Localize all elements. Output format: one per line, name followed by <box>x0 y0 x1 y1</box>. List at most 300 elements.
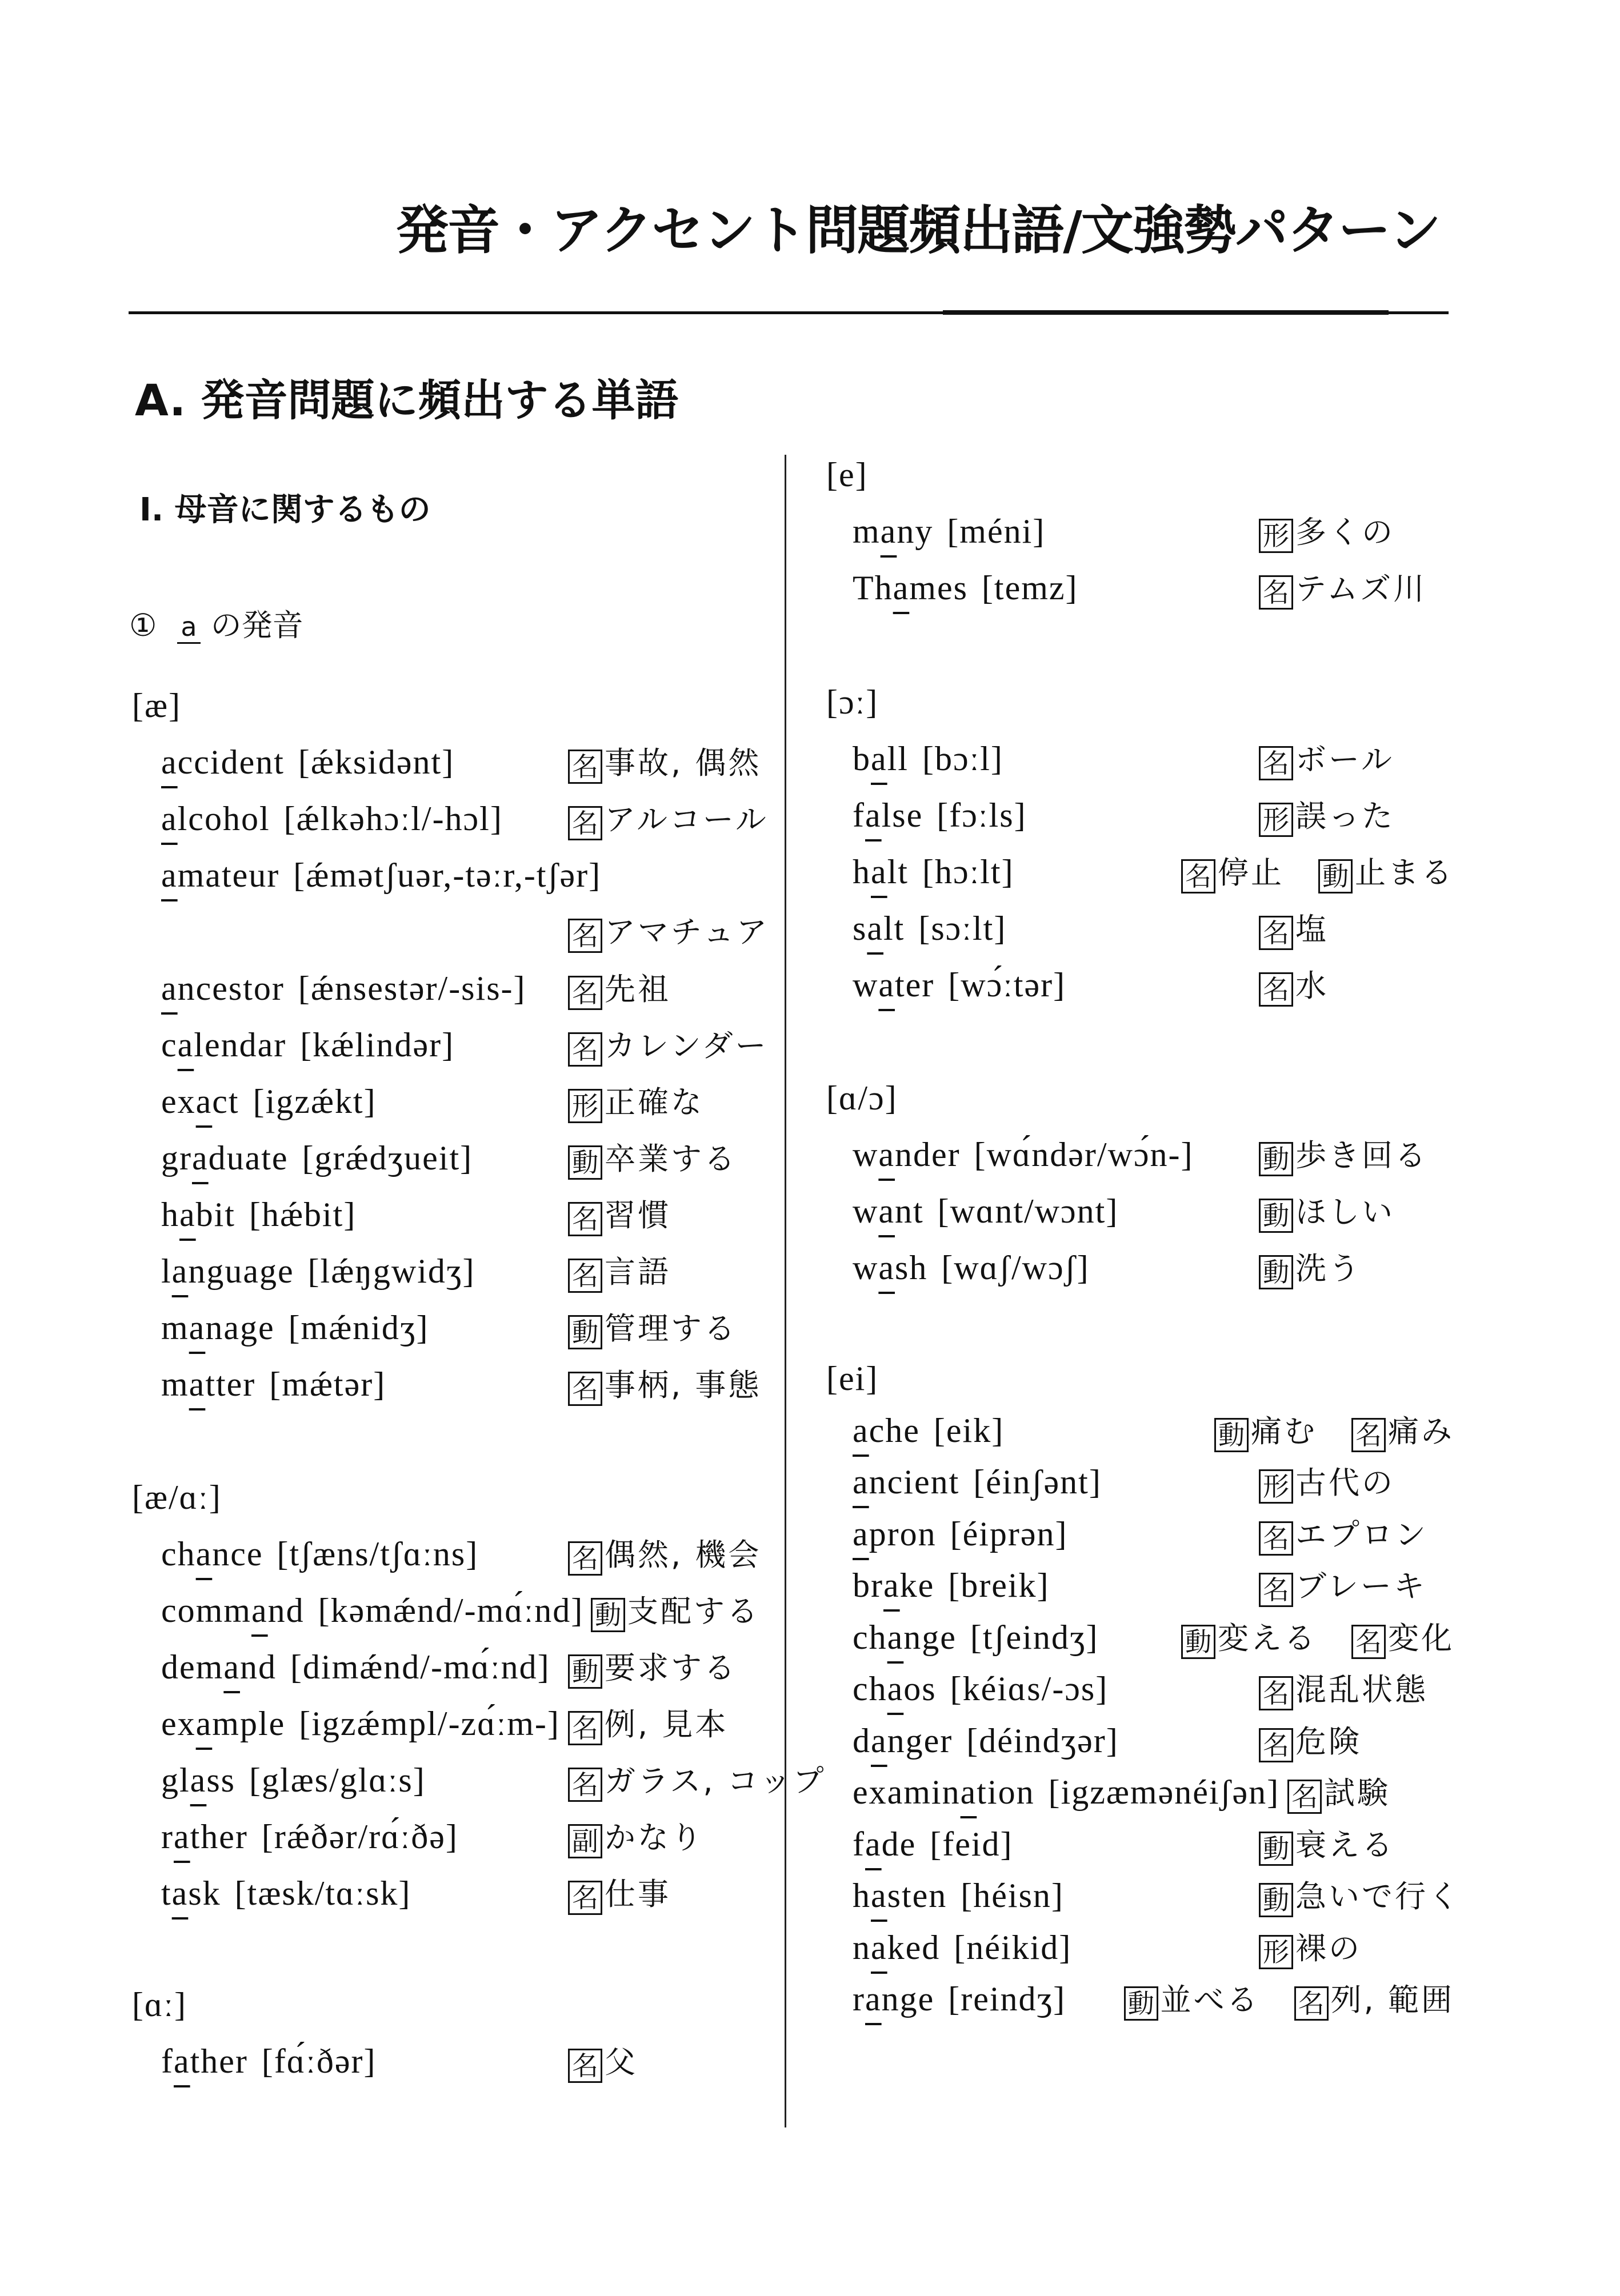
word-suffix: ther <box>190 2042 248 2080</box>
part-of-speech-badge: 名 <box>1259 1521 1293 1556</box>
meaning <box>1259 1509 1428 1561</box>
underlined-letter: a <box>893 569 910 607</box>
part-of-speech-badge: 動 <box>1259 1142 1293 1176</box>
page-title: 発音・アクセント問題頻出語/文強勢パターン <box>395 200 1440 261</box>
phonetic: [fɔːls] <box>937 796 1027 834</box>
word-prefix: ch <box>853 1670 887 1708</box>
part-of-speech-badge: 名 <box>568 806 602 840</box>
group-header: [æ] <box>132 687 181 724</box>
underlined-letter: a <box>853 1463 869 1501</box>
phonetic: [ǽlkəhɔːl/-hɔl] <box>283 800 503 838</box>
phonetic: [grǽdʒueit] <box>302 1139 473 1177</box>
word-and-phonetic <box>853 1922 1251 1974</box>
meaning <box>568 735 761 791</box>
phonetic: [wɑnt/wɔnt] <box>937 1192 1119 1230</box>
phonetic: [igzǽkt] <box>253 1083 377 1120</box>
meaning <box>1351 1613 1454 1665</box>
word-suffix: nge <box>903 1618 957 1656</box>
word-prefix: gl <box>161 1761 190 1799</box>
meaning <box>568 1187 671 1244</box>
meaning-text: 正確な <box>605 1084 704 1120</box>
word-suffix: ccident <box>177 743 285 781</box>
word-and-phonetic <box>853 731 1251 787</box>
phonetic: [héisn] <box>961 1877 1064 1914</box>
underlined-letter: a <box>179 1196 196 1233</box>
meaning <box>1259 1923 1362 1975</box>
meaning <box>568 1526 761 1583</box>
entry-row <box>132 1243 760 1300</box>
part-of-speech-badge: 名 <box>568 1372 602 1406</box>
word-and-phonetic <box>161 1639 560 1696</box>
entry-row <box>132 734 760 791</box>
underlined-letter: a <box>878 966 895 1004</box>
word-suffix: ncient <box>869 1463 960 1501</box>
meaning-text: 父 <box>605 2044 638 2080</box>
right-column-group <box>826 674 1454 1013</box>
meaning <box>1214 1406 1317 1458</box>
part-of-speech-badge: 形 <box>1259 519 1293 553</box>
meaning-text: 混乱状態 <box>1295 1672 1428 1708</box>
word-suffix: ss <box>206 1761 236 1799</box>
word-suffix: ll <box>887 740 909 778</box>
word-suffix: nd <box>267 1592 305 1629</box>
word-and-phonetic <box>853 787 1251 844</box>
word-and-phonetic <box>853 1240 1251 1296</box>
part-of-speech-badge: 名 <box>1259 1676 1293 1710</box>
word-and-phonetic <box>161 734 560 791</box>
headword <box>161 1309 275 1347</box>
meaning-text: ブレーキ <box>1295 1568 1427 1604</box>
meaning-text: 多くの <box>1295 514 1395 550</box>
word-suffix: nguage <box>188 1252 294 1290</box>
underlined-letter: a <box>161 969 178 1007</box>
word-and-phonetic <box>161 1696 560 1752</box>
part-of-speech-badge: 動 <box>1214 1418 1249 1452</box>
meaning-text: 停止 <box>1218 855 1284 891</box>
entry-row <box>826 1127 1454 1183</box>
word-and-phonetic <box>853 1818 1251 1870</box>
part-of-speech-badge: 動 <box>568 1145 602 1180</box>
word-and-phonetic <box>853 1560 1251 1612</box>
headword <box>853 796 923 834</box>
meaning-text: 並べる <box>1160 1982 1260 2018</box>
entry-row <box>826 1240 1454 1296</box>
headword <box>853 1980 934 2018</box>
meaning <box>1259 1820 1395 1872</box>
part-of-speech-badge: 名 <box>1181 859 1215 893</box>
word-suffix: ct <box>212 1083 239 1120</box>
phonetic: [reindʒ] <box>948 1980 1066 2018</box>
phonetic: [mǽtər] <box>269 1365 386 1403</box>
word-and-phonetic <box>161 1130 560 1187</box>
phonetic: [igzæmənéiʃən] <box>1048 1773 1280 1811</box>
entry-row <box>132 1130 760 1187</box>
word-prefix: h <box>853 1877 871 1914</box>
meaning-text: 歩き回る <box>1295 1137 1428 1173</box>
entry-row <box>826 1973 1454 2025</box>
phonetic: [sɔːlt] <box>918 909 1007 947</box>
word-prefix: m <box>161 1365 189 1403</box>
part-of-speech-badge: 形 <box>568 1089 602 1123</box>
underlined-letter: a <box>161 800 178 838</box>
phonetic: [feid] <box>930 1825 1013 1863</box>
headword <box>161 1592 305 1629</box>
word-suffix: nder <box>894 1136 961 1173</box>
word-and-phonetic <box>161 1526 560 1582</box>
phonetic: [lǽŋgwidʒ] <box>307 1252 475 1290</box>
entry-row <box>826 503 1454 560</box>
entry-row <box>826 1456 1454 1508</box>
part-of-speech-badge: 動 <box>591 1598 625 1632</box>
title-rule-accent <box>943 310 1389 315</box>
meaning-text: 洗う <box>1295 1251 1362 1287</box>
headword <box>853 1412 920 1449</box>
entry-row <box>132 2033 760 2090</box>
entry-row <box>826 844 1454 900</box>
headword <box>853 909 905 947</box>
headword <box>853 853 909 891</box>
headword <box>161 2042 248 2080</box>
word-and-phonetic <box>161 1752 560 1809</box>
headword <box>161 856 279 894</box>
meaning <box>1259 788 1395 844</box>
underlined-letter: a <box>883 1566 900 1604</box>
phonetic: [kéiɑs/-ɔs] <box>950 1670 1109 1708</box>
phonetic: [eik] <box>933 1411 1005 1449</box>
word-suffix: tter <box>205 1365 256 1403</box>
word-suffix: che <box>869 1411 920 1449</box>
headword <box>161 1535 263 1573</box>
right-column-group <box>826 447 1454 616</box>
meaning <box>1294 1974 1454 2026</box>
word-prefix: m <box>853 512 881 550</box>
entry-row <box>826 957 1454 1013</box>
group-header: [æ/ɑː] <box>132 1478 222 1516</box>
meaning <box>568 1640 737 1696</box>
meaning-text: 卒業する <box>605 1141 737 1177</box>
word-and-phonetic <box>161 1073 560 1130</box>
word-and-phonetic <box>853 1663 1251 1715</box>
phonetic: [déindʒər] <box>966 1721 1119 1760</box>
meaning <box>1181 1613 1317 1665</box>
word-prefix: Th <box>853 569 893 607</box>
underlined-letter: a <box>880 512 897 550</box>
headword <box>161 1705 285 1742</box>
underlined-letter: a <box>865 1825 882 1863</box>
word-prefix: r <box>853 1980 865 2018</box>
meaning <box>1259 1240 1362 1297</box>
meaning-text: 止まる <box>1355 855 1454 891</box>
word-and-phonetic <box>853 560 1251 616</box>
phonetic: [wɔ́ːtər] <box>948 966 1066 1004</box>
headword <box>853 1929 940 1966</box>
phonetic: [temz] <box>981 569 1078 607</box>
part-of-speech-badge: 動 <box>1124 1986 1158 2021</box>
entry-row <box>132 1300 760 1356</box>
part-of-speech-badge: 名 <box>568 1768 602 1802</box>
meaning-text: 事故, 偶然 <box>605 745 762 781</box>
meaning <box>1259 1561 1427 1613</box>
word-and-phonetic <box>853 1715 1251 1767</box>
word-suffix: ter <box>894 966 935 1004</box>
part-of-speech-badge: 名 <box>1259 1728 1293 1762</box>
entry-row <box>826 1405 1454 1457</box>
meaning-text: 先祖 <box>605 971 671 1007</box>
meaning <box>568 1074 704 1131</box>
entry-row <box>132 1809 760 1865</box>
phonetic: [rǽðər/rɑ́ːðə] <box>261 1818 458 1856</box>
headword <box>853 1192 924 1230</box>
phonetic: [dimǽnd/-mɑ́ːnd] <box>290 1648 550 1686</box>
headword <box>853 1825 916 1863</box>
part-of-speech-badge: 名 <box>1259 1573 1293 1607</box>
underlined-letter: a <box>853 1514 869 1553</box>
underlined-letter: a <box>223 1648 240 1686</box>
word-and-phonetic <box>161 791 560 847</box>
meaning-text: 痛む <box>1251 1413 1317 1449</box>
meaning-text: ほしい <box>1295 1194 1395 1230</box>
word-prefix: r <box>161 1818 174 1856</box>
phonetic: [kəmǽnd/-mɑ́ːnd] <box>318 1592 584 1629</box>
part-of-speech-badge: 名 <box>1351 1418 1386 1452</box>
headword <box>853 1877 947 1914</box>
headword <box>853 966 934 1004</box>
meaning <box>568 904 769 960</box>
entry-row <box>132 1582 760 1639</box>
item-number: ① <box>129 607 157 643</box>
word-and-phonetic <box>853 1127 1251 1183</box>
underlined-letter: a <box>171 1252 189 1290</box>
headword <box>853 1515 937 1553</box>
entry-row <box>826 1183 1454 1240</box>
phonetic: [méni] <box>947 512 1046 550</box>
headword <box>161 1365 255 1403</box>
word-suffix: ke <box>899 1566 935 1604</box>
entry-row <box>826 900 1454 957</box>
word-suffix: ked <box>887 1928 941 1966</box>
word-suffix: sh <box>894 1249 928 1287</box>
entry-row <box>826 787 1454 844</box>
word-and-phonetic <box>853 1870 1251 1922</box>
meaning <box>1287 1768 1390 1820</box>
column-divider <box>785 455 786 2127</box>
meaning-text: 例, 見本 <box>605 1706 729 1742</box>
headword <box>161 1252 294 1290</box>
word-and-phonetic <box>161 960 560 1017</box>
word-prefix: w <box>853 1192 879 1230</box>
item-heading <box>129 601 303 645</box>
word-suffix: ncestor <box>177 969 285 1007</box>
meaning <box>1259 1664 1428 1716</box>
word-suffix: lt <box>883 909 905 947</box>
entry-row <box>132 791 769 847</box>
group-header: [e] <box>826 456 868 494</box>
word-and-phonetic <box>853 1973 1066 2025</box>
meaning <box>1259 1127 1428 1184</box>
headword <box>161 1083 239 1120</box>
left-column-group <box>132 1469 826 1922</box>
word-and-phonetic <box>161 1865 560 1922</box>
meaning-text: 裸の <box>1295 1930 1362 1966</box>
entry-row <box>826 1766 1454 1818</box>
meaning-text: 衰える <box>1295 1826 1395 1863</box>
meaning <box>568 1809 704 1866</box>
phonetic: [ǽnsestər/-sis-] <box>298 969 526 1007</box>
word-prefix: ch <box>853 1618 887 1656</box>
item-label: の発音 <box>210 607 303 643</box>
word-and-phonetic <box>853 957 1251 1013</box>
phonetic: [wɑ́ndər/wɔ́n-] <box>974 1136 1194 1173</box>
word-prefix: h <box>161 1196 179 1233</box>
word-prefix: ex <box>161 1705 196 1742</box>
entry-row <box>132 1356 760 1413</box>
part-of-speech-badge: 名 <box>1259 916 1293 950</box>
meaning-text: 痛み <box>1388 1413 1454 1449</box>
word-and-phonetic <box>853 900 1251 957</box>
underlined-letter: a <box>195 1535 213 1573</box>
word-and-phonetic <box>853 1405 1004 1457</box>
headword <box>161 1874 221 1912</box>
word-suffix: de <box>881 1825 917 1863</box>
entry-row <box>132 1752 826 1809</box>
headword <box>853 1722 953 1760</box>
right-column-group <box>826 1070 1454 1296</box>
word-suffix: pron <box>869 1514 937 1553</box>
part-of-speech-badge: 動 <box>568 1654 602 1689</box>
underlined-letter: a <box>871 1877 887 1914</box>
entry-row <box>826 1663 1454 1715</box>
headword <box>161 800 270 838</box>
underlined-letter: a <box>161 856 178 894</box>
meaning-text: 変化 <box>1388 1620 1454 1656</box>
underlined-letter: a <box>191 1139 209 1177</box>
headword <box>853 1566 934 1604</box>
phonetic: [ǽmətʃuər,-təːr,-tʃər] <box>293 856 602 894</box>
underlined-letter: a <box>190 1761 207 1799</box>
word-and-phonetic <box>853 844 1014 900</box>
underlined-letter: a <box>173 2042 190 2080</box>
word-suffix: tion <box>977 1773 1035 1811</box>
word-suffix: ther <box>190 1818 248 1856</box>
word-suffix: nd <box>239 1648 277 1686</box>
entry-row <box>826 1922 1454 1974</box>
part-of-speech-badge: 名 <box>1259 746 1293 780</box>
phonetic: [tʃæns/tʃɑːns] <box>277 1535 479 1573</box>
headword <box>853 1136 961 1173</box>
word-and-phonetic <box>161 1300 560 1356</box>
word-suffix: mple <box>212 1705 286 1742</box>
part-of-speech-badge: 形 <box>1259 1469 1293 1504</box>
meaning-text: 古代の <box>1295 1465 1395 1501</box>
meaning <box>1318 844 1454 901</box>
underlined-letter: a <box>853 1411 869 1449</box>
word-prefix: b <box>853 740 871 778</box>
right-column-group <box>826 1353 1461 2025</box>
part-of-speech-badge: 名 <box>1259 972 1293 1007</box>
underlined-letter: a <box>177 1026 194 1064</box>
underlined-letter: a <box>173 1818 190 1856</box>
word-and-phonetic <box>853 1456 1251 1508</box>
part-of-speech-badge: 名 <box>568 1541 602 1576</box>
word-prefix: l <box>161 1252 172 1290</box>
headword <box>161 1761 235 1799</box>
meaning <box>1259 1716 1362 1768</box>
part-of-speech-badge: 名 <box>1294 1986 1329 2021</box>
word-prefix: gr <box>161 1139 192 1177</box>
meaning-text: 言語 <box>605 1254 671 1290</box>
word-and-phonetic <box>161 1243 560 1300</box>
phonetic: [fɑ́ːðər] <box>261 2042 377 2080</box>
meaning-text: 習慣 <box>605 1197 671 1233</box>
meaning <box>1259 1871 1461 1923</box>
headword <box>853 569 968 607</box>
phonetic: [kǽlindər] <box>300 1026 455 1064</box>
word-and-phonetic <box>853 1183 1251 1240</box>
meaning-text: 要求する <box>605 1650 737 1686</box>
meaning <box>1259 560 1426 617</box>
meaning <box>568 1753 826 1809</box>
part-of-speech-badge: 名 <box>568 1259 602 1293</box>
word-prefix: f <box>853 1825 865 1863</box>
phonetic: [tʃeindʒ] <box>970 1618 1099 1656</box>
word-suffix: lcohol <box>177 800 270 838</box>
phonetic: [tæsk/tɑːsk] <box>234 1874 411 1912</box>
underlined-letter: a <box>871 1928 887 1966</box>
word-prefix: comm <box>161 1592 251 1629</box>
word-and-phonetic <box>161 1017 560 1073</box>
headword <box>853 1463 959 1501</box>
part-of-speech-badge: 動 <box>1181 1625 1215 1659</box>
entry-row <box>826 1818 1454 1870</box>
underlined-letter: a <box>189 1365 206 1403</box>
part-of-speech-badge: 名 <box>1259 575 1293 610</box>
headword <box>853 512 933 550</box>
word-prefix: examin <box>853 1773 961 1811</box>
meaning <box>568 1017 769 1074</box>
underlined-letter: a <box>878 1249 895 1287</box>
entry-row <box>132 1073 760 1130</box>
entry-row <box>132 1187 760 1243</box>
meaning-text: 急いで行く <box>1295 1878 1461 1914</box>
word-prefix: n <box>853 1928 871 1966</box>
word-suffix: nce <box>212 1535 263 1573</box>
underlined-letter: a <box>871 1721 887 1760</box>
word-prefix: ch <box>161 1535 196 1573</box>
section-heading: A. 発音問題に頻出する単語 <box>135 375 679 426</box>
meaning <box>568 1131 737 1187</box>
part-of-speech-badge: 名 <box>1351 1625 1386 1659</box>
word-prefix: br <box>853 1566 883 1604</box>
meaning <box>1259 957 1329 1014</box>
part-of-speech-badge: 名 <box>1287 1780 1322 1814</box>
meaning-text: アマチュア <box>605 914 770 950</box>
entry-row <box>132 1017 769 1073</box>
phonetic: [glæs/glɑːs] <box>249 1761 426 1799</box>
word-suffix: lendar <box>194 1026 287 1064</box>
part-of-speech-badge: 動 <box>1318 859 1353 893</box>
word-suffix: lse <box>881 796 923 834</box>
word-and-phonetic <box>853 1612 1098 1664</box>
part-of-speech-badge: 動 <box>568 1315 602 1349</box>
meaning-text: 支配する <box>627 1593 760 1629</box>
word-and-phonetic <box>161 2033 560 2090</box>
headword <box>161 1196 235 1233</box>
underlined-letter: a <box>195 1083 213 1120</box>
meaning-text: 事柄, 事態 <box>605 1367 762 1403</box>
word-prefix: c <box>161 1026 178 1064</box>
word-suffix: mateur <box>177 856 280 894</box>
word-prefix: f <box>161 2042 174 2080</box>
